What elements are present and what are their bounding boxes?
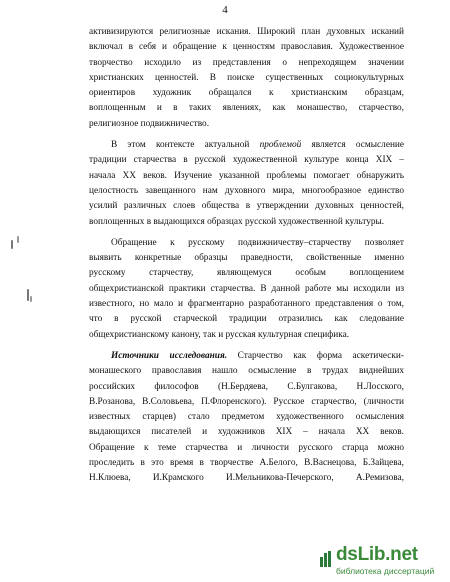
text-line: проследить в это время в творчестве А.Белого, В.Васнецова, Б.Зайцева,	[89, 458, 404, 469]
text-line: монашеского православия нашло осмысление в трудах виднейших	[89, 366, 404, 377]
watermark[interactable]	[320, 543, 442, 579]
text-line: Обращение к русскому подвижничеству–старчеству позволяет	[111, 237, 404, 248]
text-segment: Старчество как форма аскетически-	[237, 350, 404, 361]
text-line: воплощенным и в таких явлениях, как монашество, старчество,	[89, 103, 404, 114]
text-line: Н.Клюева, И.Крамского И.Мельникова-Печерского, А.Ремизова,	[89, 473, 404, 484]
text-line: христианских ценностей. В поиске существенных социокультурных	[89, 72, 404, 83]
text-line: В.Розанова, В.Соловьева, П.Флоренского). Русское старчество, (личности	[89, 396, 404, 407]
text-line: известного, но мало и фрагментарно разработанного представления о том,	[89, 299, 404, 310]
text-line: усилий различных слоев общества в утверждении духовных ценностей,	[89, 201, 404, 212]
scan-artifact	[11, 240, 13, 249]
scan-artifact	[27, 289, 29, 301]
text-line: выдающихся писателей и художников XIX – начала XX веков.	[89, 427, 404, 438]
text-line: религиозное подвижничество.	[89, 118, 210, 129]
text-line: начала XX веков. Изучение указанной проблемы помогает обнаружить	[89, 170, 404, 181]
text-line: традиции старчества в русской художественной культуре конца XIX –	[89, 155, 404, 166]
text-line: ориентиров художник обращался к христианским образцам,	[89, 88, 404, 99]
text-line: общехристианскому канону, так и русская культурная специфика.	[89, 329, 350, 340]
text-line: целостность завещанного нам духовного мира, многообразное единство	[89, 185, 404, 196]
emphasis-problem: проблемой	[259, 140, 302, 151]
scan-artifact	[30, 296, 32, 302]
bars-logo-icon	[320, 551, 332, 567]
text-line: русскому старчеству, являющемуся особым воплощением	[89, 268, 404, 279]
text-segment: является осмысление	[311, 140, 405, 151]
text-line: общехристианской практики старчества. В данной работе мы исходили из	[89, 283, 404, 294]
text-line: что в русской старческой традиции отразились как следование	[89, 314, 404, 325]
text-line: Обращение к теме старчества и личности русского старца можно	[89, 442, 404, 453]
text-line: известных старцев) стало предметом художественного осмысления	[89, 412, 404, 423]
emphasis-sources: Источники исследования.	[111, 350, 228, 361]
paragraph-2	[89, 138, 404, 230]
text-line: выявить конкретные образцы праведности, свойственные именно	[89, 253, 404, 264]
text-line: творчество исходило из представления о непреходящем значении	[89, 57, 404, 68]
text-segment: В этом контексте актуальной	[111, 140, 250, 151]
text-line	[89, 138, 404, 153]
paragraph-1	[89, 25, 404, 132]
paragraph-4	[89, 349, 404, 487]
scan-artifact	[17, 236, 19, 243]
page-number: 4	[222, 4, 228, 16]
text-line: российских философов (Н.Бердяева, С.Булгакова, Н.Лосского,	[89, 381, 404, 392]
text-line	[89, 349, 404, 364]
paragraph-3	[89, 236, 404, 343]
watermark-subtitle: библиотека диссертаций	[336, 566, 435, 576]
watermark-logo: dsLib.net	[336, 544, 418, 565]
text-line: активизируются религиозные искания. Широкий план духовных исканий	[89, 27, 404, 37]
text-line: включал в себя и обращение к ценностям православия. Художественное	[89, 42, 404, 53]
document-body	[89, 25, 404, 487]
text-line: воплощенных в выдающихся образцах русской художественной культуры.	[89, 216, 385, 227]
